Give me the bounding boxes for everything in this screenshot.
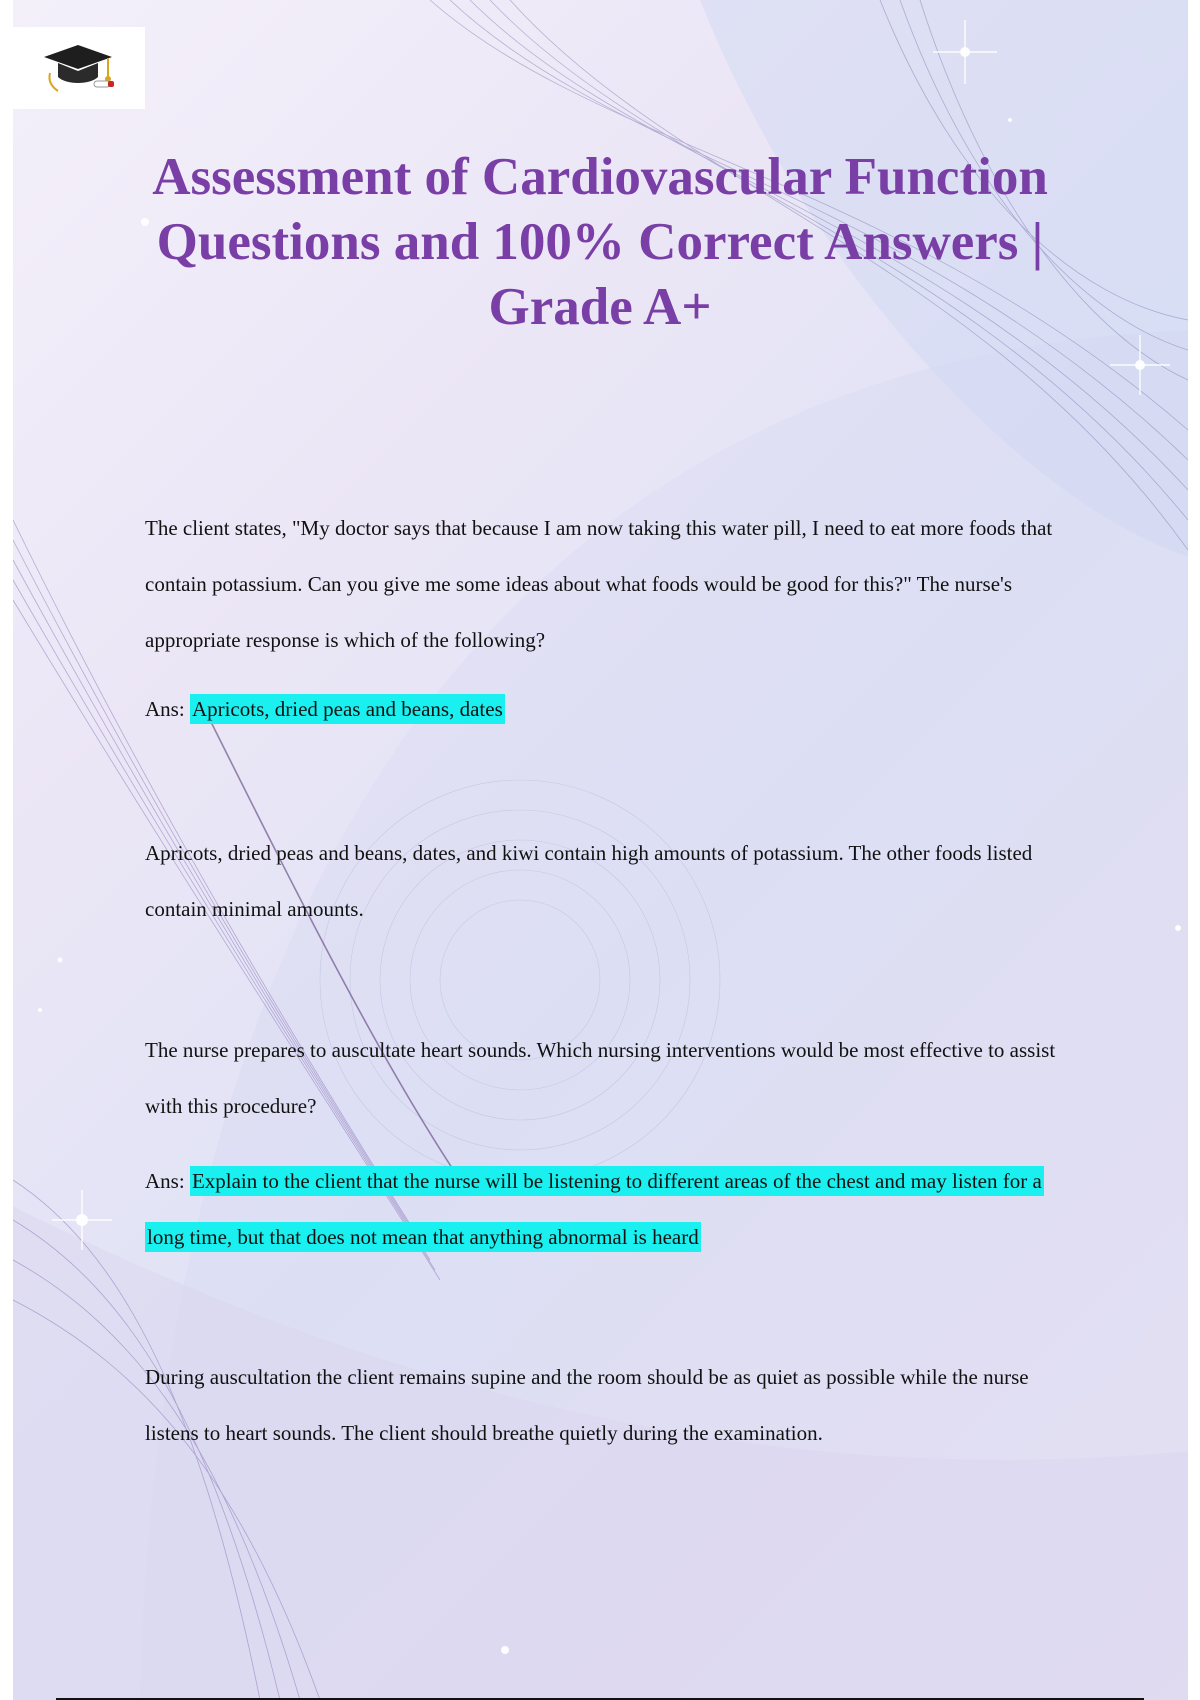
question-2: The nurse prepares to auscultate heart sounds. Which nursing interventions would be most effective to assist with this procedure? xyxy=(145,1038,1056,1118)
question-1: The client states, "My doctor says that because I am now taking this water pill, I need to eat more foods that contain potassium. Can you give me some ideas about what foods would be good for this?" The nurse's appropriate response is which of the following? xyxy=(145,516,1053,652)
left-margin xyxy=(0,0,13,1700)
answer-1 xyxy=(145,681,1065,737)
answer-2 xyxy=(145,1153,1065,1265)
answer-label: Ans: xyxy=(145,1169,185,1193)
rationale-2: During auscultation the client remains supine and the room should be as quiet as possible while the nurse listens to heart sounds. The client should breathe quietly during the examination. xyxy=(145,1365,1029,1445)
answer-highlight: Explain to the client that the nurse will be listening to different areas of the chest and may listen for a long time, but that does not mean that anything abnormal is heard xyxy=(145,1166,1044,1252)
answer-label: Ans: xyxy=(145,697,185,721)
document-title: Assessment of Cardiovascular Function Questions and 100% Correct Answers | Grade A+ xyxy=(152,148,1048,336)
rationale-1: Apricots, dried peas and beans, dates, and kiwi contain high amounts of potassium. The other foods listed contain minimal amounts. xyxy=(145,841,1033,921)
answer-highlight: Apricots, dried peas and beans, dates xyxy=(190,694,505,724)
logo xyxy=(13,27,145,109)
right-margin xyxy=(1188,0,1200,1700)
graduation-cap-icon xyxy=(36,37,122,99)
